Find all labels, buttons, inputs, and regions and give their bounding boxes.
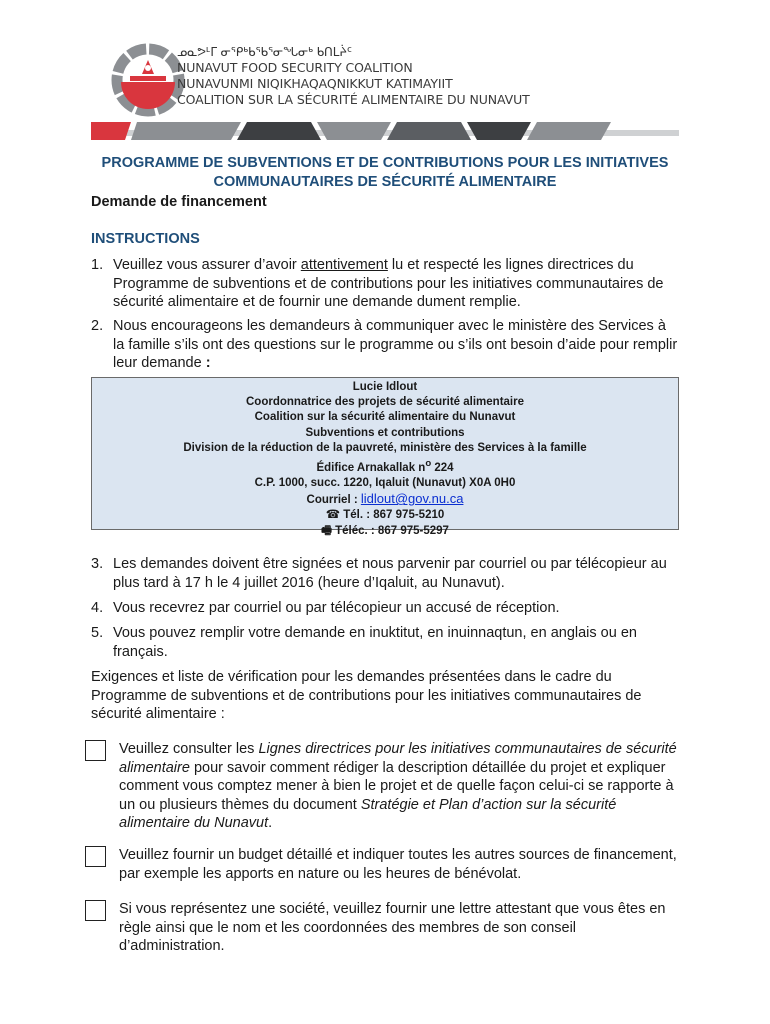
contact-email-row — [92, 491, 678, 508]
contact-organization: Coalition sur la sécurité alimentaire du Nunavut — [254, 411, 516, 424]
strategy-title: Stratégie et Plan d’action sur la sécurité alimentaire du Nunavut — [119, 796, 617, 831]
email-label: Courriel : — [306, 494, 361, 507]
list-number: 5. — [91, 625, 104, 641]
building-sup: o — [425, 458, 432, 470]
org-name-french: COALITION SUR LA SÉCURITÉ ALIMENTAIRE DU NUNAVUT — [177, 92, 530, 107]
building-number: 224 — [431, 461, 454, 474]
list-item — [91, 624, 681, 661]
document-title: PROGRAMME DE SUBVENTIONS ET DE CONTRIBUTIONS POUR LES INITIATIVES COMMUNAUTAIRES DE SÉCURITÉ ALIMENTAIRE — [101, 155, 669, 190]
list-item — [91, 317, 681, 373]
list-item — [91, 599, 681, 618]
item-text: lu et respecté les lignes directrices du Programme de subventions et de contributions pour les initiatives communautaires de sécurité alimentaire et de fournir une demande dument remplie. — [113, 257, 664, 310]
checklist-text-part: Veuillez consulter les — [119, 741, 259, 757]
org-name-inuinnaqtun: NUNAVUNMI NIQIKHAQAQNIKKUT KATIMAYIIT — [177, 76, 453, 91]
checkbox[interactable] — [85, 900, 106, 921]
item-text-end: : — [201, 355, 211, 371]
requirements-intro: Exigences et liste de vérification pour les demandes présentées dans le cadre du Programme de subventions et de contributions pour les initiatives communautaires de sécurité alimentaire : — [91, 669, 642, 722]
building-name: Édifice Arnakallak n — [316, 461, 426, 474]
contact-phone: ☎ Tél. : 867 975-5210 — [325, 509, 445, 522]
contact-role: Coordonnatrice des projets de sécurité alimentaire — [246, 396, 524, 409]
item-text: Veuillez vous assurer d’avoir — [113, 257, 301, 273]
item-text: Vous recevrez par courriel ou par télécopieur un accusé de réception. — [113, 600, 560, 616]
org-name-english: NUNAVUT FOOD SECURITY COALITION — [177, 60, 413, 75]
item-text: Nous encourageons les demandeurs à communiquer avec le ministère des Services à la famille s’ils ont des questions sur le programme ou s’ils ont besoin d’aide pour remplir leur demande — [113, 318, 678, 371]
email-link[interactable]: lidlout@gov.nu.ca — [360, 491, 464, 507]
checkbox[interactable] — [85, 740, 106, 761]
list-number: 1. — [91, 257, 104, 273]
checklist-text — [119, 740, 677, 833]
item-text: Les demandes doivent être signées et nous parvenir par courriel ou par télécopieur au plus tard à 17 h le 4 juillet 2016 (heure d’Iqaluit, au Nunavut). — [113, 556, 667, 591]
item-text: Vous pouvez remplir votre demande en inuktitut, en inuinnaqtun, en anglais ou en français. — [113, 625, 637, 660]
list-item — [91, 256, 681, 312]
checkbox[interactable] — [85, 846, 106, 867]
list-item — [91, 555, 681, 592]
instructions-heading: INSTRUCTIONS — [91, 231, 200, 247]
checklist-text-part: pour savoir comment rédiger la description détaillée du projet et expliquer comment vous comptez mener à bien le projet et de quelle façon celui-ci se rapporte à un ou plusieurs thèmes du document — [119, 759, 674, 813]
checklist-text-part: . — [268, 815, 273, 831]
guidelines-title: Lignes directrices pour les initiatives communautaires de sécurité alimentaire — [119, 741, 677, 776]
document-subtitle: Demande de financement — [91, 194, 267, 210]
contact-department: Subventions et contributions — [305, 426, 465, 439]
organization-names — [177, 44, 530, 108]
contact-address: C.P. 1000, succ. 1220, Iqaluit (Nunavut) X0A 0H0 — [254, 477, 516, 490]
contact-fax: 🖷 Téléc. : 867 975-5297 — [321, 524, 449, 537]
list-number: 4. — [91, 600, 104, 616]
list-number: 2. — [91, 318, 104, 334]
checklist-text: Si vous représentez une société, veuillez fournir une lettre attestant que vous êtes en règle ainsi que le nom et les coordonnées des membres de son conseil d’administration. — [119, 901, 666, 954]
list-number: 3. — [91, 556, 104, 572]
contact-box — [91, 377, 679, 537]
item-emphasis: attentivement — [300, 257, 388, 273]
coalition-logo — [108, 38, 188, 118]
checklist-text: Veuillez fournir un budget détaillé et indiquer toutes les autres sources de financement, par exemple les apports en nature ou les heures de bénévolat. — [119, 847, 677, 882]
decorative-band — [91, 122, 679, 140]
contact-building — [92, 456, 678, 476]
contact-division: Division de la réduction de la pauvreté, ministère des Services à la famille — [183, 441, 587, 454]
contact-name: Lucie Idlout — [352, 381, 418, 393]
org-name-syllabics: ᓄᓇᕗᒻᒥ ᓂᕿᒃᑲᖃᕐᓂᖓᓂᒃ ᑲᑎᒪᔩᑦ — [177, 45, 352, 59]
